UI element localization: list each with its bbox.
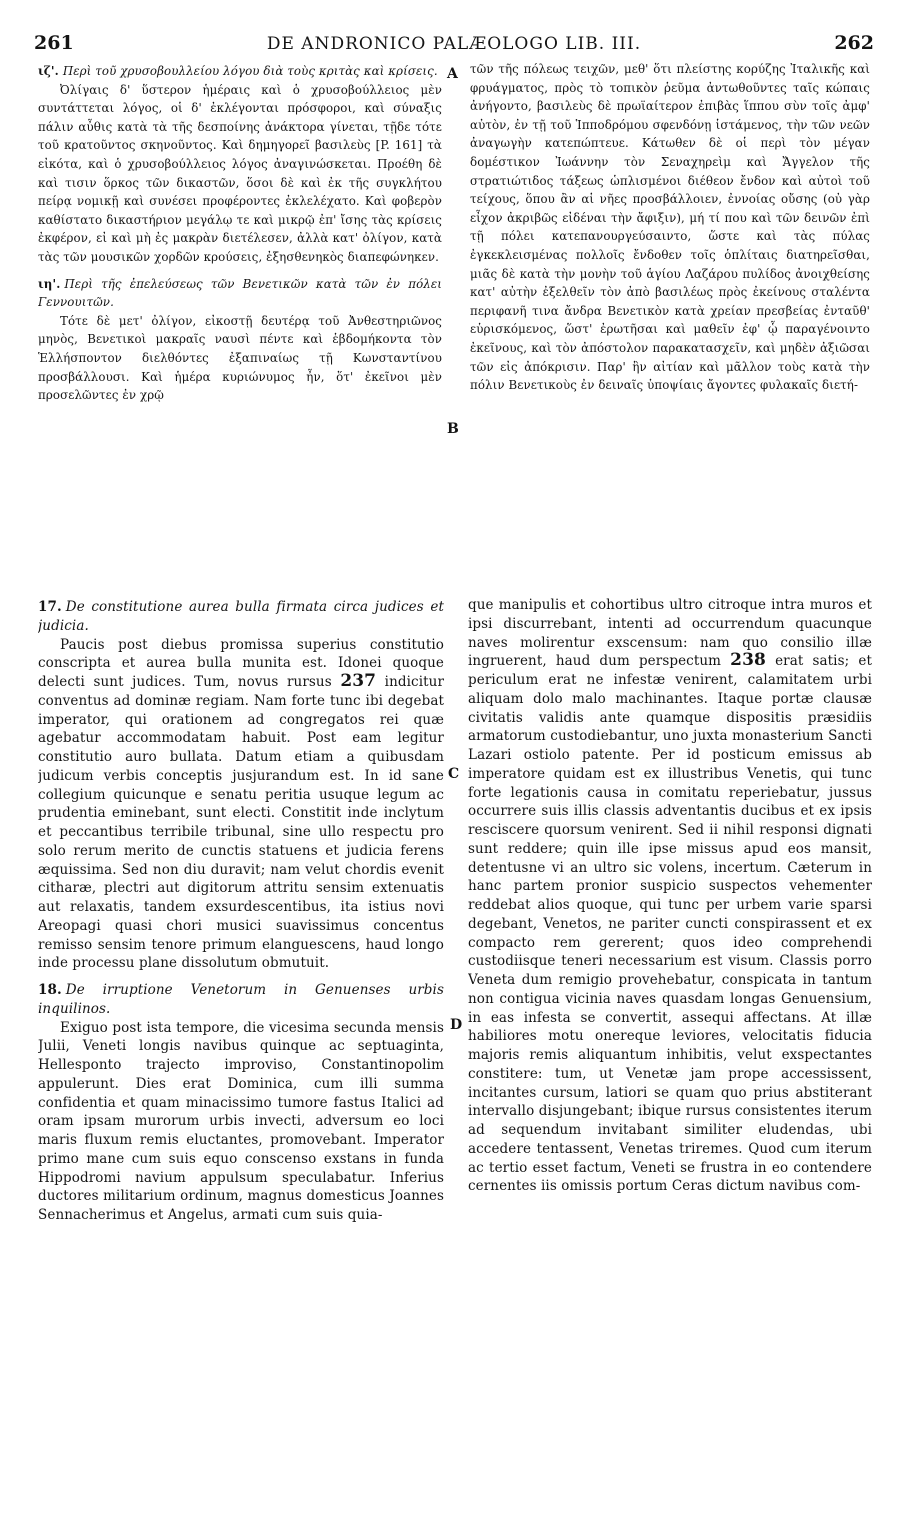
column-number: 237 (340, 671, 377, 691)
latin-section-number: 17. (38, 599, 62, 615)
greek-section-heading (38, 62, 442, 81)
latin-section-title: De constitutione aurea bulla firmata circa judices et judicia. (38, 599, 444, 634)
greek-section-number: ιζ'. (38, 64, 59, 78)
latin-paragraph: Exiguo post ista tempore, die vicesima secunda mensis Julii, Veneti longis navibus quinque ac septuaginta, Hellesponto trajecto improviso, Constantinopolim appulerunt. Dies erat Dominica, cum illi summa confidentia et quam minacissimo tumore fastus Italici ad oram ipsam murorum urbis invecti, adversum eo loci maris fluxum remis eluctantes, promovebant. Imperator primo mane cum suis equo conscenso exstans in funda Hippodromi navium appulsum speculabatur. Inferius ductores militarium ordinum, magnus domesticus Joannes Sennacherimus et Angelus, armati cum suis quia- (38, 1019, 444, 1223)
latin-section-heading (38, 598, 444, 636)
latin-text: erat satis; et periculum erat ne infestæ venirent, calamitatem urbi aliquam dolo malo machinantes. Itaque portæ clausæ civitatis validis ante quamque dispositis præsidiis armatorum custodiebantur, uno juxta monasterium Sancti Lazari ostiolo patente. Per id posticum emissus ab imperatore quidam est ex illustribus Venetis, qui tunc forte legationis causa in comitatu reperiebatur, jussus occurrere suis illis classis adventantis ducibus et ex ipsis resciscere quorsum venirent. Sed ii nihil responsi dignati sunt reddere; quin ille ipse missus apud eos mansit, detentusne vi an ultro sic volens, incertum. Cæterum in hanc partem pronior suspicio suspectos vehementer reddebat alios quoque, qui tunc per urbem varie sparsi degebant, Venetos, ne pariter cuncti conspirassent et ex compacto rem gererent; quos ideo comprehendi custodiisque teneri necessarium est visum. Classis porro Veneta dum remigio provehebatur, conspicata in tantum non contigua vicinia naves quasdam longas Genuensium, in eas infesta se convertit, assequi affectans. At illæ habiliores motu onereque leviores, velocitatis fiducia majoris remis aliquantum inhibitis, velut exspectantes constitere: tum, ut Venetæ jam prope accessissent, incitantes cursum, latiori se quam quo prius abstiterant intervallo disjungebant; ibique rursus consistentes iterum ad sequendum invitabant similiter eludendas, ubi accedere tentassent, Venetas triremes. Quod cum iterum ac tertio esset factum, Veneti se frustra in eo contendere cernentes iis omissis portum Ceras dictum navibus com- (468, 653, 872, 1195)
greek-section-heading (38, 275, 442, 312)
greek-section-number: ιη'. (38, 276, 61, 291)
column-number: 238 (730, 650, 766, 671)
page-number-right: 262 (834, 32, 874, 54)
running-head (34, 32, 874, 56)
greek-paragraph: τῶν τῆς πόλεως τειχῶν, μεθ' ὅτι πλείστης κορύζης Ἰταλικῆς καὶ φρυάγματος, πρὸς τὸ τοπικὸν ῥεῦμα ἀντωθοῦντες ταῖς κώπαις ἀνήγοντο, βασιλεὺς δὲ πρωϊαίτερον ἐπιβὰς ἵππου σὺν τοῖς ἀμφ' αὐτὸν, ἐν τῇ τοῦ Ἱπποδρόμου σφενδόνῃ ἱστάμενος, τὴν τῶν νεῶν ἀναγωγὴν κατεπώπτευε. Κάτωθεν δὲ οἱ περὶ τὸν μέγαν δομέστικον Ἰωάννην τὸν Σεναχηρεὶμ καὶ Ἄγγελον τῆς στρατιώτιδος τάξεως ὡπλισμένοι διέθεον ἔνδον καὶ αὐτοὶ τοῦ τείχους, ὅπου ἂν αἱ νῆες προσβάλλοιεν, ἐννοίας οὔσης (οὐ γὰρ εἶχον ἀκριβῶς εἰδέναι τὴν ἄφιξιν), μή τί που καὶ τῶν δεινῶν ἐπὶ τῇ πόλει κατεπανουργεύσαιντο, ὥστε καὶ τὰς πύλας ἐγκεκλεισμένας πολλοῖς ἔνδοθεν τοῖς ὁπλίταις διατηρεῖσθαι, μιᾶς δὲ κατὰ τὴν μονὴν τοῦ ἁγίου Λαζάρου πυλίδος ἀνοιχθείσης κατ' αὐτὴν ἐξελθεῖν τὸν ἀπὸ βασιλέως πρὸς ἐκείνους σταλέντα περιφανῆ τινα ἄνδρα Βενετικὸν κατὰ χρείαν πρεσβείας ἐνταῦθ' εὑρισκόμενος, ὥστ' ἐρωτῆσαι καὶ μαθεῖν ἐφ' ᾧ παραγένοιντο ἐκεῖνους, καὶ τὸν ἀπόστολον παρακατασχεῖν, καὶ μηδὲν ἀξιῶσαι τῶν εἰς ἀπόκρισιν. Παρ' ἣν αἰτίαν καὶ μᾶλλον τοὺς κατὰ τὴν πόλιν Βενετικοὺς ἐν δειναῖς ὑποψίαις ἄγοντες φυλακαῖς διετή- (470, 62, 870, 393)
margin-letter-a: A (447, 66, 458, 82)
margin-letter-d: D (450, 1017, 463, 1033)
latin-text: Paucis post diebus promissa superius constitutio conscripta et aurea bulla munita est. Idonei quoque delecti sunt judices. Tum, novus rursus (38, 636, 444, 690)
margin-letter-c: C (448, 766, 460, 782)
page-number-left: 261 (34, 32, 74, 54)
latin-text: indicitur conventus ad dominæ regiam. Nam forte tunc ibi degebat imperator, qui orationem ad congregatos rei quæ agebatur accommodatam habuit. Post eam legitur constitutio auro bullata. Datum etiam a quibusdam judicum verbis conceptis jusjurandum est. In id sane collegium quicunque e senatu peritia usuque legum ac prudentia eminebant, sunt electi. Constitit inde inclytum et peccantibus terribile tribunal, sine ullo respectu pro solo rerum merito de cunctis statuens et judicia ferens æquissima. Sed non diu duravit; nam velut chordis evenit citharæ, plectri aut digitorum attritu sensim extenuatis aut relaxatis, tandem exsurdescentibus, ita istius novi Areopagi quasi chori musici suavissimus concentus remisso sensim tenore primum elanguescens, haud longo inde processu plane dissolutum obmutuit. (38, 674, 444, 972)
greek-section-title: Περὶ τοῦ χρυσοβουλλείου λόγου διὰ τοὺς κριτὰς καὶ κρίσεις. (62, 64, 438, 78)
latin-section-number: 18. (38, 982, 62, 998)
latin-section-title: De irruptione Venetorum in Genuenses urbis inquilinos. (38, 982, 444, 1017)
margin-letter-b: B (447, 421, 459, 437)
latin-column-right (468, 596, 872, 1521)
greek-column-right (470, 60, 870, 580)
latin-paragraph (38, 636, 444, 974)
latin-text: que manipulis et cohortibus ultro citroque intra muros et ipsi discurrebant, intenti ad occurrendum quacunque naves molirentur exscensum: nam quo consilio illæ ingruerent, haud dum perspectum (468, 597, 872, 670)
greek-paragraph: Τότε δὲ μετ' ὀλίγον, εἰκοστῇ δευτέρᾳ τοῦ Ἀνθεστηριῶνος μηνὸς, Βενετικοὶ μακραῖς ναυσὶ πέντε καὶ ἑβδομήκοντα τὸν Ἑλλήσποντον διελθόντες ἐξαπιναίως τῇ Κωνσταντίνου προσβάλλουσι. Καὶ ἡμέρα κυριώνυμος ἦν, ὅτ' ἐκεῖνοι μὲν προσελῶντες ἐν χρῷ (38, 313, 442, 403)
running-title: DE ANDRONICO PALÆOLOGO LIB. III. (266, 34, 642, 54)
latin-column-left (38, 596, 444, 1521)
greek-paragraph: Ὀλίγαις δ' ὕστερον ἡμέραις καὶ ὁ χρυσοβούλλειος μὲν συντάττεται λόγος, οἱ δ' ἐκλέγονται πρόσφοροι, καὶ σύναξις πάλιν αὖθις κατὰ τὰ τῆς δεσποίνης ἀνάκτορα γίνεται, τῇδε τότε τοῦ κρατοῦντος σκηνοῦντος. Καὶ δημηγορεῖ βασιλεὺς [P. 161] τὰ εἰκότα, καὶ ὁ χρυσοβούλλειος λόγος ἀναγινώσκεται. Προέθη δὲ καὶ τισιν ὅρκος τῶν δικαστῶν, ὅσοι δὲ καὶ ἐκ τῆς συγκλήτου πείρᾳ νομικῇ καὶ συνέσει προφέροντες ἐκλελέχατο. Καὶ φοβερὸν καθίστατο δικαστήριον μεγάλῳ τε καὶ μικρῷ ἐπ' ἴσης τὰς κρίσεις ἐκφέρον, εἰ καὶ μὴ ἐς μακρὰν διετέλεσεν, ἀλλὰ κατ' ὀλίγον, κατὰ τὰς τῶν μουσικῶν χορδῶν κρούσεις, ἐξησθενηκὸς διαπεφώνηκεν. (38, 82, 442, 264)
latin-paragraph (468, 596, 872, 1196)
latin-section-heading (38, 981, 444, 1019)
greek-section-title: Περὶ τῆς ἐπελεύσεως τῶν Βενετικῶν κατὰ τῶν ἐν πόλει Γεννουιτῶν. (38, 276, 442, 310)
greek-column-left (38, 60, 442, 580)
